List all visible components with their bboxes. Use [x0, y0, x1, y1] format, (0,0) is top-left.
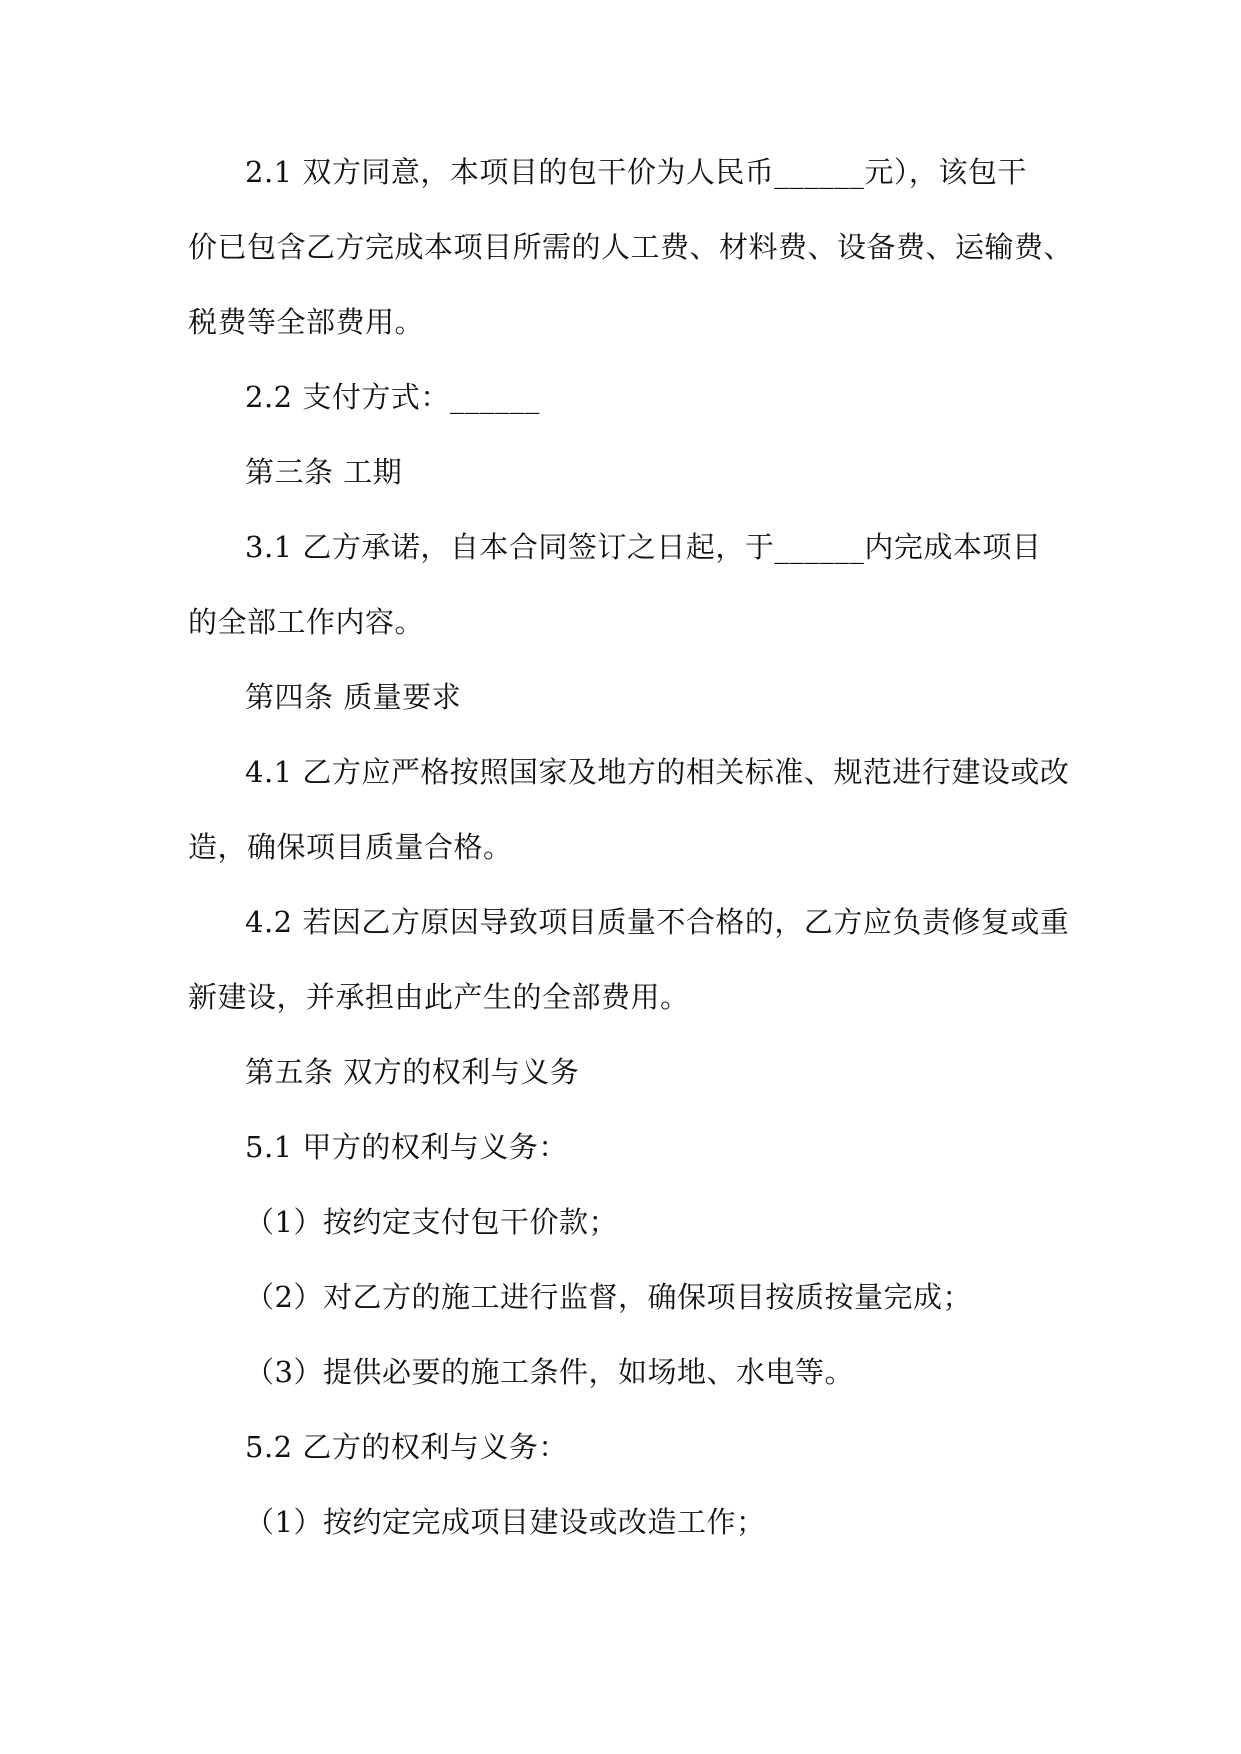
clause-2-1-line-3: 税费等全部费用。 [188, 305, 425, 339]
clause-2-1-line-2: 价已包含乙方完成本项目所需的人工费、材料费、设备费、运输费、 [188, 230, 1074, 264]
article-5-heading: 第五条 双方的权利与义务 [245, 1055, 580, 1089]
clause-5-1-item-2: （2）对乙方的施工进行监督，确保项目按质按量完成； [245, 1280, 972, 1314]
clause-3-1-line-2: 的全部工作内容。 [188, 605, 425, 639]
clause-4-1-line-2: 造，确保项目质量合格。 [188, 830, 513, 864]
clause-2-2: 2.2 支付方式：______ [245, 380, 540, 414]
article-3-heading: 第三条 工期 [245, 455, 403, 489]
clause-5-1-item-1: （1）按约定支付包干价款； [245, 1205, 618, 1239]
clause-5-2-item-1: （1）按约定完成项目建设或改造工作； [245, 1505, 766, 1539]
clause-4-2-line-2: 新建设，并承担由此产生的全部费用。 [188, 980, 690, 1014]
clause-4-1-line-1: 4.1 乙方应严格按照国家及地方的相关标准、规范进行建设或改 [245, 755, 1070, 789]
clause-2-1-line-1: 2.1 双方同意，本项目的包干价为人民币______元），该包干 [245, 155, 1027, 189]
clause-5-1: 5.1 甲方的权利与义务： [245, 1130, 568, 1164]
clause-5-1-item-3: （3）提供必要的施工条件，如场地、水电等。 [245, 1355, 854, 1389]
clause-5-2: 5.2 乙方的权利与义务： [245, 1430, 568, 1464]
clause-3-1-line-1: 3.1 乙方承诺，自本合同签订之日起，于______内完成本项目 [245, 530, 1042, 564]
clause-4-2-line-1: 4.2 若因乙方原因导致项目质量不合格的，乙方应负责修复或重 [245, 905, 1070, 939]
article-4-heading: 第四条 质量要求 [245, 680, 462, 714]
